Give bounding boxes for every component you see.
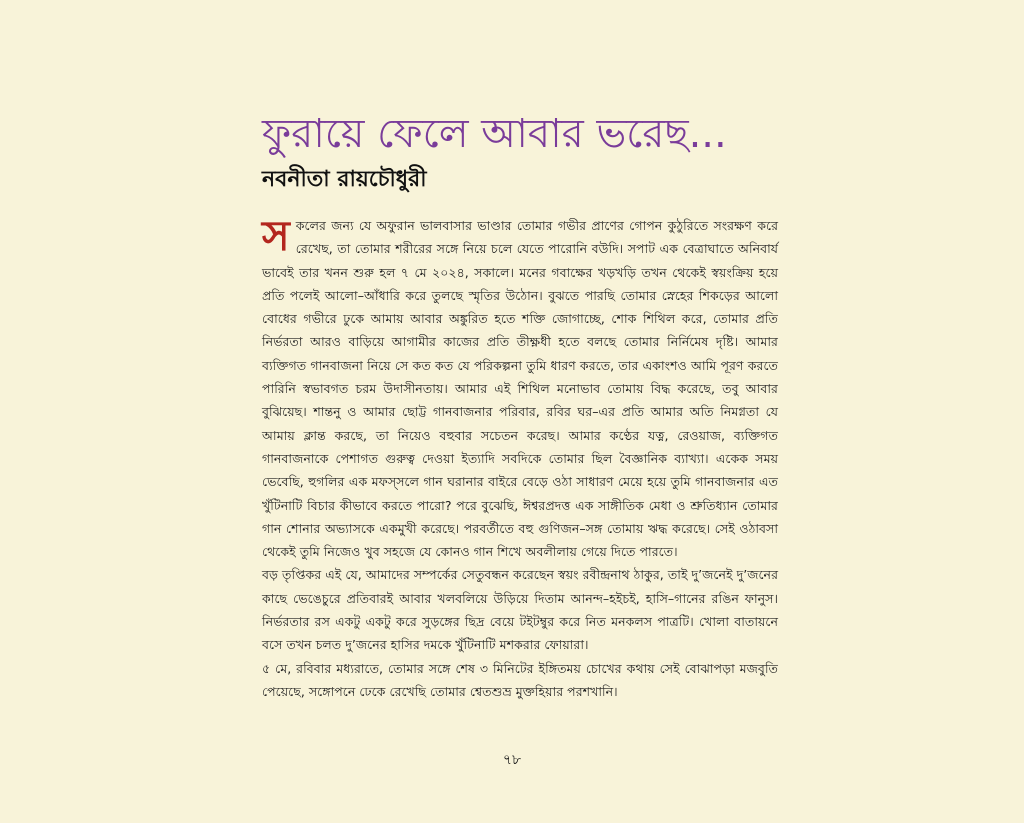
article-body [262, 211, 778, 703]
paragraph-2: বড় তৃপ্তিকর এই যে, আমাদের সম্পর্কের সেতুবন্ধন করেছেন স্বয়ং রবীন্দ্রনাথ ঠাকুর, তাই দু’জনেই দু’জনের কাছে ভেঙেচুরে প্রতিবারই আবার খলবলিয়ে উড়িয়ে দিতাম আনন্দ–হইচই, হাসি–গানের রঙিন ফানুস। নির্ভরতার রস একটু একটু করে সুড়ঙ্গের ছিদ্র বেয়ে টইটম্বুর করে নিত মনকলস পাত্রটি। খোলা বাতায়নে বসে তখন চলত দু’জনের হাসির দমকে খুঁটিনাটি মশকরার ফোয়ারা। [262, 567, 778, 653]
article-title: ফুরায়ে ফেলে আবার ভরেছ... [262, 111, 727, 157]
paragraph-1-text: কলের জন্য যে অফুরান ভালবাসার ভাণ্ডার তোমার গভীর প্রাণের গোপন কুঠুরিতে সংরক্ষণ করে রেখেছ, তা তোমার শরীরের সঙ্গে নিয়ে চলে যেতে পারোনি বউদি। সপাট এক বেত্রাঘাতে অনিবার্য ভাবেই তার খনন শুরু হল ৭ মে ২০২৪, সকালে। মনের গবাক্ষের খড়খড়ি তখন থেকেই স্বয়ংক্রিয় হয়ে প্রতি পলেই আলো–আঁধারি করে তুলছে স্মৃতির উঠোন। বুঝতে পারছি তোমার স্নেহের শিকড়ের আলো বোধের গভীরে ঢুকে আমায় আবার অঙ্কুরিত হতে শক্তি জোগাচ্ছে, শোক শিথিল করে, তোমার প্রতি নির্ভরতা আরও বাড়িয়ে আগামীর কাজের প্রতি তীক্ষ্ণধী হতে বলছে তোমার নির্নিমেষ দৃষ্টি। আমার ব্যক্তিগত গানবাজনা নিয়ে সে কত কত যে পরিকল্পনা তুমি ধারণ করতে, তার একাংশও আমি পূরণ করতে পারিনি স্বভাবগত চরম উদাসীনতায়। আমার এই শিথিল মনোভাব তোমায় বিদ্ধ করেছে, তবু আবার বুঝিয়েছ। শান্তনু ও আমার ছোট্ট গানবাজনার পরিবার, রবির ঘর–এর প্রতি আমার অতি নিমগ্নতা যে আমায় ক্লান্ত করছে, তা নিয়েও বহুবার সচেতন করেছ। আমার কণ্ঠের যত্ন, রেওয়াজ, ব্যক্তিগত গানবাজনাকে পেশাগত গুরুত্ব দেওয়া ইত্যাদি সবদিকে তোমার ছিল বৈজ্ঞানিক ব্যাখ্যা। একেক সময় ভেবেছি, হুগলির এক মফস্‌সলে গান ঘরানার বাইরে বেড়ে ওঠা সাধারণ মেয়ে হয়ে তুমি গানবাজনার এত খুঁটিনাটি বিচার কীভাবে করতে পারো? পরে বুঝেছি, ঈশ্বরপ্রদত্ত এক সাঙ্গীতিক মেধা ও শ্রুতিধ্যান তোমার গান শোনার অভ্যাসকে একমুখী করেছে। পরবর্তীতে বহু গুণিজন–সঙ্গ তোমায় ঋদ্ধ করেছে। সেই ওঠাবসা থেকেই তুমি নিজেও খুব সহজে যে কোনও গান শিখে অবলীলায় গেয়ে দিতে পারতে। [262, 218, 778, 560]
author-name: নবনীতা রায়চৌধুরী [262, 167, 427, 192]
drop-cap: স [262, 211, 290, 260]
page-number: ৭৮ [502, 752, 522, 768]
paragraph-3: ৫ মে, রবিবার মধ্যরাতে, তোমার সঙ্গে শেষ ৩ মিনিটের ইঙ্গিতময় চোখের কথায় সেই বোঝাপড়া মজবুতি পেয়েছে, সঙ্গোপনে ঢেকে রেখেছি তোমার শ্বেতশুভ্র মুক্তহিয়ার পরশখানি। [262, 660, 778, 699]
paragraph-1 [262, 211, 778, 563]
